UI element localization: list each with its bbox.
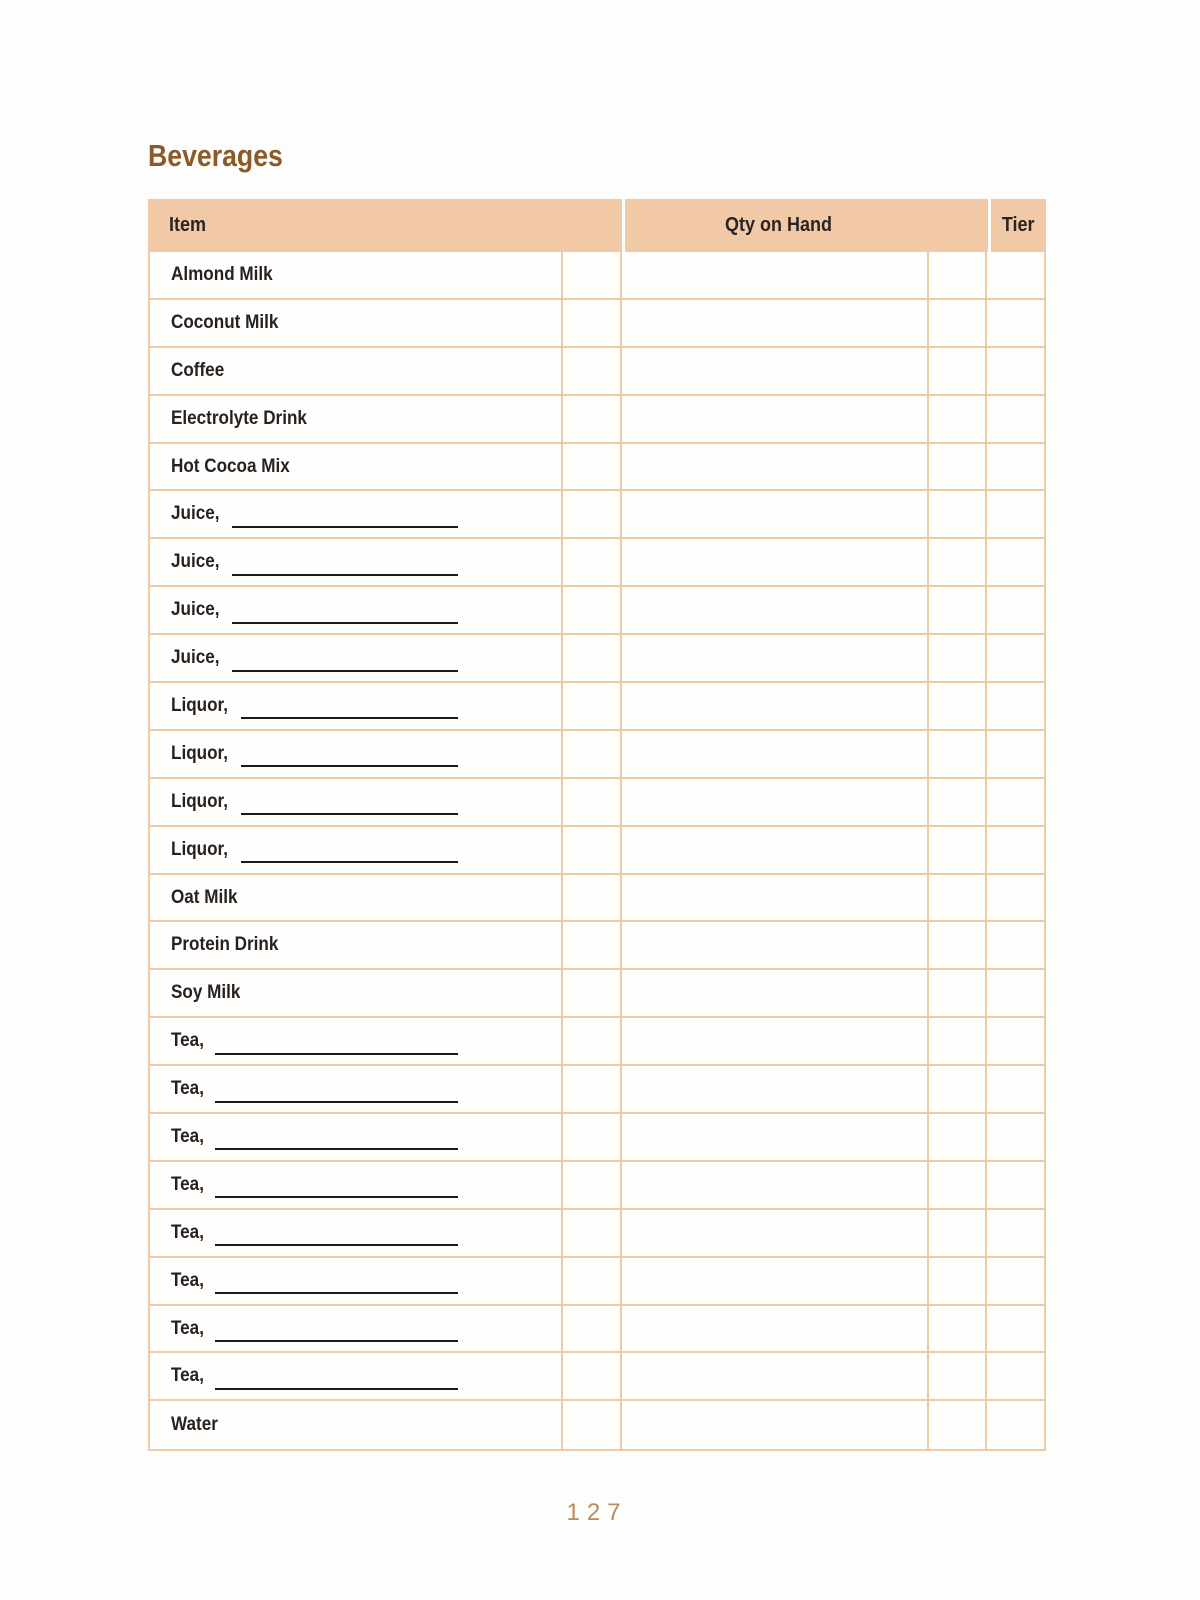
- item-inner: [171, 982, 458, 1004]
- blank-write-in-line: [241, 748, 458, 767]
- table-row: [150, 1114, 1044, 1162]
- small-cell-right: [929, 1353, 987, 1399]
- item-cell: [150, 491, 563, 537]
- item-cell: [150, 1210, 563, 1256]
- small-cell-left: [563, 587, 622, 633]
- table-row: [150, 1018, 1044, 1066]
- tier-cell: [987, 1401, 1044, 1449]
- small-cell-right: [929, 970, 987, 1016]
- table-row: [150, 1210, 1044, 1258]
- small-cell-left: [563, 1210, 622, 1256]
- small-cell-left: [563, 635, 622, 681]
- item-label: Tea,: [171, 1030, 204, 1052]
- item-cell: [150, 1114, 563, 1160]
- item-inner: [171, 695, 458, 717]
- item-inner: [171, 312, 458, 334]
- tier-cell: [987, 779, 1044, 825]
- blank-write-in-line: [232, 509, 458, 528]
- blank-write-in-line: [215, 1036, 458, 1055]
- item-inner: [171, 839, 458, 861]
- item-label: Water: [171, 1414, 218, 1436]
- small-cell-right: [929, 1258, 987, 1304]
- tier-cell: [987, 1306, 1044, 1352]
- item-label: Tea,: [171, 1365, 204, 1387]
- item-label: Coffee: [171, 359, 225, 381]
- tier-cell: [987, 1162, 1044, 1208]
- table-body: [148, 252, 1046, 1451]
- small-cell-right: [929, 731, 987, 777]
- item-label: Tea,: [171, 1221, 204, 1243]
- page-number: 127: [566, 1499, 628, 1526]
- qty-on-hand-cell: [622, 827, 929, 873]
- small-cell-left: [563, 1353, 622, 1399]
- item-cell: [150, 252, 563, 298]
- table-row: [150, 300, 1044, 348]
- item-inner: [171, 264, 458, 286]
- table-row: [150, 635, 1044, 683]
- item-inner: [171, 1030, 458, 1052]
- blank-write-in-line: [241, 700, 458, 719]
- item-cell: [150, 875, 563, 921]
- small-cell-right: [929, 491, 987, 537]
- tier-cell: [987, 1114, 1044, 1160]
- item-inner: [171, 887, 458, 909]
- item-cell: [150, 587, 563, 633]
- table-row: [150, 731, 1044, 779]
- small-cell-right: [929, 779, 987, 825]
- item-label: Liquor,: [171, 838, 228, 860]
- item-cell: [150, 1353, 563, 1399]
- small-cell-left: [563, 1018, 622, 1064]
- tier-cell: [987, 539, 1044, 585]
- qty-on-hand-cell: [622, 1162, 929, 1208]
- qty-on-hand-cell: [622, 779, 929, 825]
- qty-on-hand-cell: [622, 587, 929, 633]
- small-cell-left: [563, 827, 622, 873]
- blank-write-in-line: [215, 1131, 458, 1150]
- small-cell-right: [929, 1114, 987, 1160]
- item-label: Tea,: [171, 1125, 204, 1147]
- item-inner: [171, 934, 458, 956]
- header-cell-qty-on-hand: [625, 199, 988, 252]
- table-row: [150, 1162, 1044, 1210]
- item-label: Tea,: [171, 1078, 204, 1100]
- small-cell-right: [929, 252, 987, 298]
- table-row: [150, 491, 1044, 539]
- item-cell: [150, 731, 563, 777]
- page-title: Beverages: [148, 138, 283, 173]
- table-row: [150, 1353, 1044, 1401]
- tier-cell: [987, 970, 1044, 1016]
- small-cell-left: [563, 1306, 622, 1352]
- qty-on-hand-cell: [622, 491, 929, 537]
- qty-on-hand-cell: [622, 1401, 929, 1449]
- qty-on-hand-cell: [622, 970, 929, 1016]
- item-inner: [171, 599, 458, 621]
- table-row: [150, 1306, 1044, 1354]
- small-cell-right: [929, 444, 987, 490]
- small-cell-right: [929, 1066, 987, 1112]
- table-row: [150, 827, 1044, 875]
- blank-write-in-line: [215, 1275, 458, 1294]
- item-inner: [171, 647, 458, 669]
- item-inner: [171, 1126, 458, 1148]
- table-row: [150, 539, 1044, 587]
- table-row: [150, 922, 1044, 970]
- tier-cell: [987, 1210, 1044, 1256]
- beverages-table: [148, 199, 1046, 1451]
- table-row: [150, 683, 1044, 731]
- small-cell-left: [563, 539, 622, 585]
- item-cell: [150, 300, 563, 346]
- table-header: [148, 199, 1046, 252]
- small-cell-right: [929, 539, 987, 585]
- item-inner: [171, 1414, 458, 1436]
- item-cell: [150, 779, 563, 825]
- small-cell-left: [563, 1114, 622, 1160]
- table-row: [150, 779, 1044, 827]
- item-cell: [150, 683, 563, 729]
- item-cell: [150, 827, 563, 873]
- qty-on-hand-cell: [622, 252, 929, 298]
- small-cell-left: [563, 300, 622, 346]
- small-cell-left: [563, 970, 622, 1016]
- item-label: Oat Milk: [171, 886, 238, 908]
- small-cell-right: [929, 683, 987, 729]
- item-inner: [171, 1222, 458, 1244]
- item-label: Juice,: [171, 647, 220, 669]
- qty-on-hand-cell: [622, 635, 929, 681]
- qty-on-hand-cell: [622, 1114, 929, 1160]
- small-cell-right: [929, 875, 987, 921]
- small-cell-right: [929, 348, 987, 394]
- item-cell: [150, 635, 563, 681]
- small-cell-left: [563, 491, 622, 537]
- tier-cell: [987, 683, 1044, 729]
- item-label: Soy Milk: [171, 982, 241, 1004]
- item-inner: [171, 1270, 458, 1292]
- small-cell-left: [563, 1401, 622, 1449]
- item-label: Coconut Milk: [171, 311, 279, 333]
- header-cell-tier: [991, 199, 1046, 252]
- item-inner: [171, 408, 458, 430]
- qty-on-hand-cell: [622, 348, 929, 394]
- item-label: Hot Cocoa Mix: [171, 455, 290, 477]
- qty-on-hand-cell: [622, 1018, 929, 1064]
- blank-write-in-line: [232, 605, 458, 624]
- qty-on-hand-cell: [622, 1258, 929, 1304]
- small-cell-right: [929, 1018, 987, 1064]
- item-label: Liquor,: [171, 790, 228, 812]
- item-inner: [171, 1318, 458, 1340]
- small-cell-right: [929, 1401, 987, 1449]
- qty-on-hand-cell: [622, 731, 929, 777]
- table-row: [150, 396, 1044, 444]
- small-cell-right: [929, 1210, 987, 1256]
- small-cell-left: [563, 922, 622, 968]
- blank-write-in-line: [241, 796, 458, 815]
- item-cell: [150, 1066, 563, 1112]
- item-cell: [150, 396, 563, 442]
- item-inner: [171, 1078, 458, 1100]
- item-label: Almond Milk: [171, 263, 273, 285]
- small-cell-left: [563, 683, 622, 729]
- qty-on-hand-cell: [622, 1066, 929, 1112]
- qty-on-hand-cell: [622, 1210, 929, 1256]
- item-label: Liquor,: [171, 694, 228, 716]
- qty-on-hand-cell: [622, 1353, 929, 1399]
- tier-cell: [987, 827, 1044, 873]
- small-cell-left: [563, 731, 622, 777]
- small-cell-left: [563, 396, 622, 442]
- tier-cell: [987, 1353, 1044, 1399]
- qty-on-hand-cell: [622, 444, 929, 490]
- item-cell: [150, 444, 563, 490]
- small-cell-right: [929, 827, 987, 873]
- blank-write-in-line: [215, 1179, 458, 1198]
- tier-cell: [987, 1066, 1044, 1112]
- header-qty-label: Qty on Hand: [724, 214, 832, 236]
- blank-write-in-line: [215, 1227, 458, 1246]
- small-cell-right: [929, 1162, 987, 1208]
- blank-write-in-line: [215, 1323, 458, 1342]
- table-row: [150, 1401, 1044, 1449]
- item-label: Liquor,: [171, 742, 228, 764]
- item-cell: [150, 1018, 563, 1064]
- blank-write-in-line: [241, 844, 458, 863]
- tier-cell: [987, 587, 1044, 633]
- small-cell-left: [563, 348, 622, 394]
- small-cell-right: [929, 587, 987, 633]
- header-item-label: Item: [169, 214, 207, 236]
- table-row: [150, 587, 1044, 635]
- item-cell: [150, 539, 563, 585]
- item-label: Protein Drink: [171, 934, 279, 956]
- tier-cell: [987, 731, 1044, 777]
- item-inner: [171, 456, 458, 478]
- item-inner: [171, 360, 458, 382]
- item-inner: [171, 743, 458, 765]
- item-cell: [150, 1258, 563, 1304]
- qty-on-hand-cell: [622, 683, 929, 729]
- table-row: [150, 444, 1044, 492]
- small-cell-right: [929, 922, 987, 968]
- small-cell-left: [563, 252, 622, 298]
- tier-cell: [987, 1258, 1044, 1304]
- blank-write-in-line: [232, 557, 458, 576]
- item-cell: [150, 970, 563, 1016]
- item-label: Tea,: [171, 1317, 204, 1339]
- small-cell-left: [563, 1066, 622, 1112]
- tier-cell: [987, 444, 1044, 490]
- blank-write-in-line: [232, 653, 458, 672]
- small-cell-right: [929, 1306, 987, 1352]
- item-label: Juice,: [171, 503, 220, 525]
- item-label: Juice,: [171, 551, 220, 573]
- small-cell-right: [929, 396, 987, 442]
- item-cell: [150, 1306, 563, 1352]
- table-row: [150, 348, 1044, 396]
- small-cell-left: [563, 875, 622, 921]
- small-cell-left: [563, 779, 622, 825]
- table-row: [150, 1066, 1044, 1114]
- item-label: Tea,: [171, 1173, 204, 1195]
- header-tier-label: Tier: [1002, 214, 1035, 236]
- table-row: [150, 1258, 1044, 1306]
- item-inner: [171, 791, 458, 813]
- item-cell: [150, 348, 563, 394]
- item-inner: [171, 551, 458, 573]
- item-inner: [171, 1174, 458, 1196]
- item-cell: [150, 922, 563, 968]
- item-inner: [171, 503, 458, 525]
- item-inner: [171, 1365, 458, 1387]
- qty-on-hand-cell: [622, 300, 929, 346]
- tier-cell: [987, 300, 1044, 346]
- tier-cell: [987, 396, 1044, 442]
- item-label: Electrolyte Drink: [171, 407, 307, 429]
- tier-cell: [987, 491, 1044, 537]
- tier-cell: [987, 875, 1044, 921]
- qty-on-hand-cell: [622, 875, 929, 921]
- tier-cell: [987, 922, 1044, 968]
- small-cell-right: [929, 300, 987, 346]
- tier-cell: [987, 1018, 1044, 1064]
- tier-cell: [987, 635, 1044, 681]
- item-cell: [150, 1162, 563, 1208]
- small-cell-left: [563, 444, 622, 490]
- tier-cell: [987, 348, 1044, 394]
- small-cell-right: [929, 635, 987, 681]
- small-cell-left: [563, 1162, 622, 1208]
- qty-on-hand-cell: [622, 1306, 929, 1352]
- blank-write-in-line: [215, 1084, 458, 1103]
- small-cell-left: [563, 1258, 622, 1304]
- table-row: [150, 252, 1044, 300]
- item-label: Juice,: [171, 599, 220, 621]
- table-row: [150, 875, 1044, 923]
- blank-write-in-line: [215, 1371, 458, 1390]
- header-cell-item: [148, 199, 622, 252]
- qty-on-hand-cell: [622, 539, 929, 585]
- item-cell: [150, 1401, 563, 1449]
- qty-on-hand-cell: [622, 922, 929, 968]
- item-label: Tea,: [171, 1269, 204, 1291]
- qty-on-hand-cell: [622, 396, 929, 442]
- tier-cell: [987, 252, 1044, 298]
- table-row: [150, 970, 1044, 1018]
